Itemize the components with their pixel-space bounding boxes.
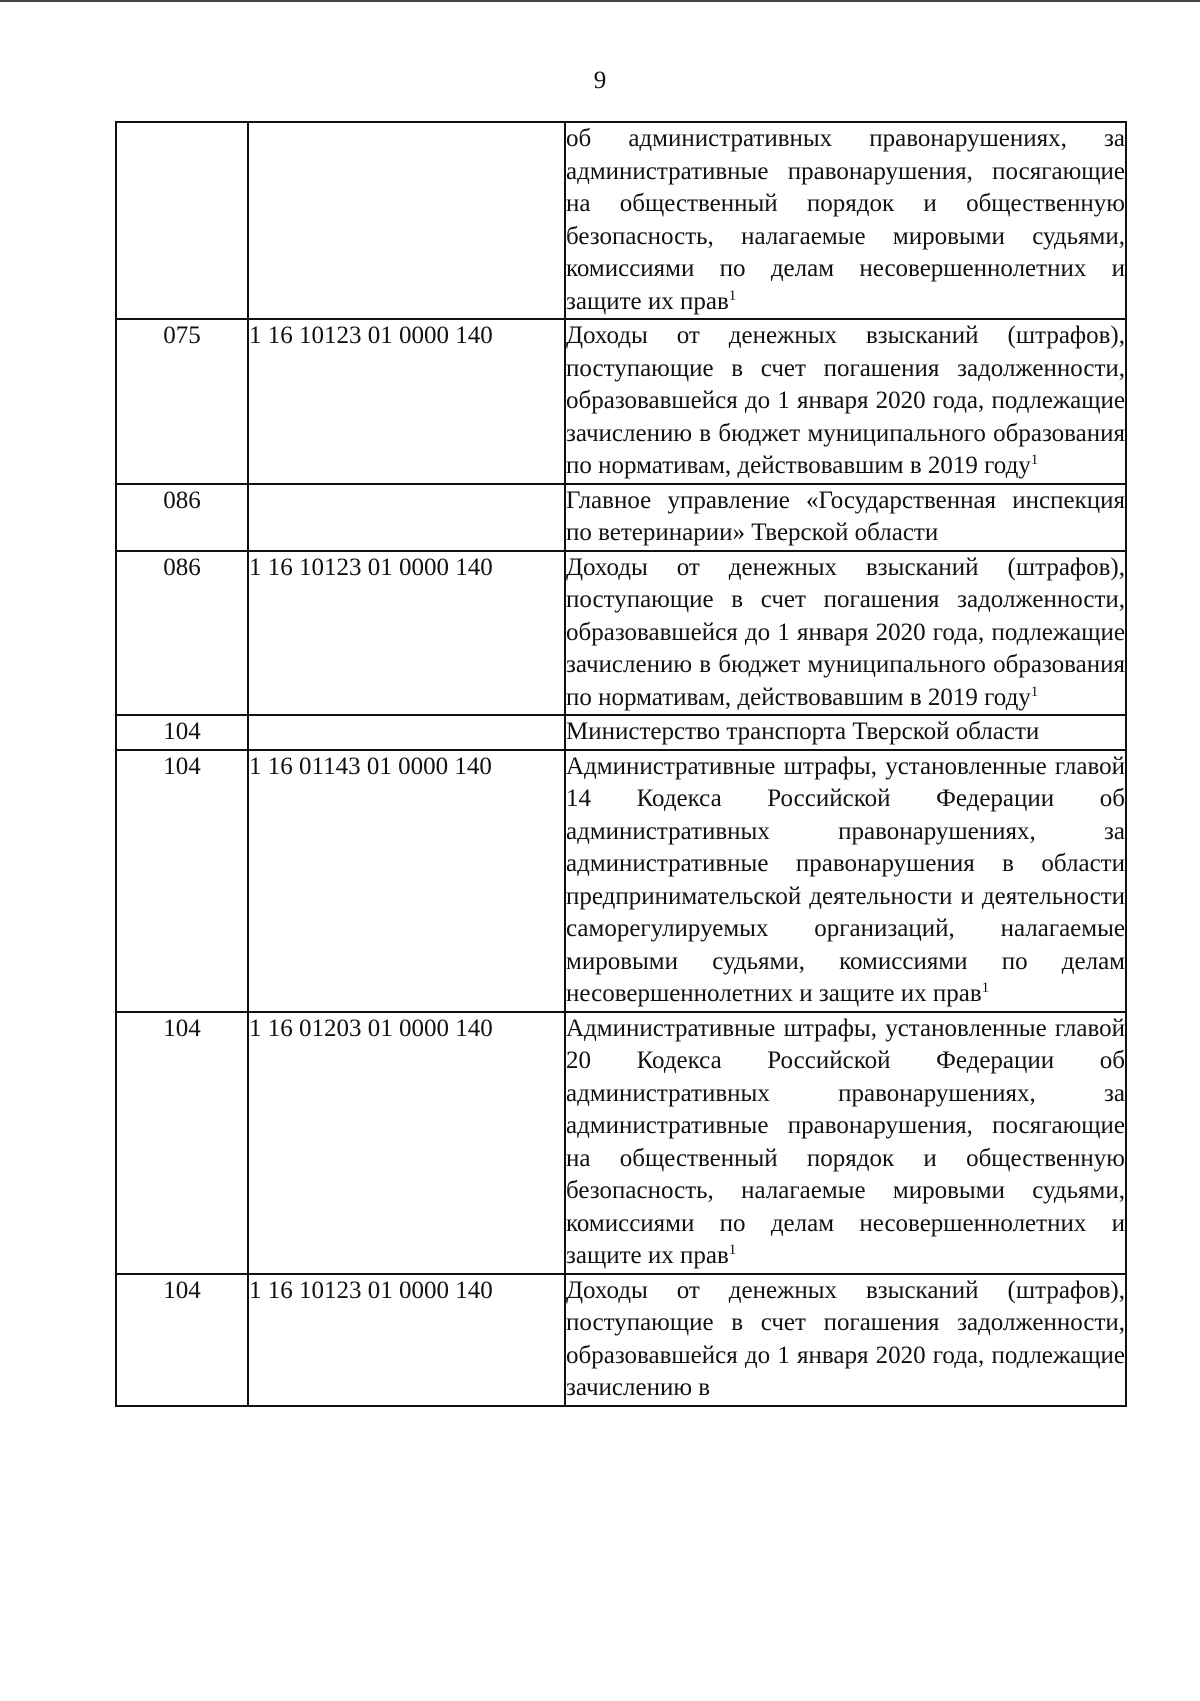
- description-cell: [565, 319, 1126, 484]
- footnote-mark: 1: [728, 287, 737, 304]
- description-text: Административные штрафы, установленные главой 14 Кодекса Российской Федерации об административных правонарушениях, за административные правонарушения в области предпринимательской деятельности и деятельности саморегулируемых организаций, налагаемые мировыми судьями, комиссиями по делам несовершеннолетних и защите их прав: [566, 752, 1125, 1007]
- table-row: [116, 551, 1126, 716]
- page-number: 9: [593, 67, 607, 94]
- table-row: [116, 715, 1126, 750]
- table-body: [116, 122, 1126, 1406]
- description-cell: [565, 715, 1126, 750]
- description-cell: [565, 1012, 1126, 1274]
- kbk-code-cell: [248, 715, 565, 750]
- description-text: Доходы от денежных взысканий (штрафов), поступающие в счет погашения задолженности, образовавшейся до 1 января 2020 года, подлежащие зачислению в бюджет муниципального образования по нормативам, действовавшим в 2019 году: [566, 322, 1125, 479]
- description-text: Доходы от денежных взысканий (штрафов), поступающие в счет погашения задолженности, образовавшейся до 1 января 2020 года, подлежащие зачислению в: [566, 1276, 1125, 1401]
- admin-code-cell: 104: [116, 1274, 248, 1406]
- table-row: [116, 484, 1126, 551]
- description-cell: [565, 1274, 1126, 1406]
- description-text: Административные штрафы, установленные главой 20 Кодекса Российской Федерации об административных правонарушениях, за административные правонарушения, посягающие на общественный порядок и общественную безопасность, налагаемые мировыми судьями, комиссиями по делам несовершеннолетних и защите их прав: [566, 1014, 1125, 1269]
- description-cell: [565, 484, 1126, 551]
- table-row: [116, 1012, 1126, 1274]
- admin-code-cell: 104: [116, 1012, 248, 1274]
- table-row: [116, 1274, 1126, 1406]
- admin-code-cell: 104: [116, 750, 248, 1012]
- description-text: Доходы от денежных взысканий (штрафов), поступающие в счет погашения задолженности, образовавшейся до 1 января 2020 года, подлежащие зачислению в бюджет муниципального образования по нормативам, действовавшим в 2019 году: [566, 553, 1125, 711]
- kbk-code-cell: 1 16 10123 01 0000 140: [248, 551, 565, 716]
- description-text: об административных правонарушениях, за административные правонарушения, посягающие на общественный порядок и общественную безопасность, налагаемые мировыми судьями, комиссиями по делам несовершеннолетних и защите их прав: [566, 125, 1125, 315]
- kbk-code-cell: 1 16 10123 01 0000 140: [248, 319, 565, 484]
- admin-code-cell: [116, 122, 248, 319]
- footnote-mark: 1: [1030, 452, 1039, 468]
- kbk-code-cell: 1 16 10123 01 0000 140: [248, 1274, 565, 1406]
- footnote-mark: 1: [728, 1242, 737, 1258]
- admin-code-cell: 104: [116, 715, 248, 750]
- table-row: [116, 122, 1126, 319]
- footnote-mark: 1: [981, 980, 990, 996]
- kbk-code-cell: 1 16 01143 01 0000 140: [248, 750, 565, 1012]
- kbk-code-cell: [248, 484, 565, 551]
- admin-code-cell: 075: [116, 319, 248, 484]
- kbk-code-cell: [248, 122, 565, 319]
- description-cell: [565, 551, 1126, 716]
- kbk-code-cell: 1 16 01203 01 0000 140: [248, 1012, 565, 1274]
- description-text: Главное управление «Государственная инспекция по ветеринарии» Тверской области: [566, 486, 1125, 546]
- table-row: [116, 750, 1126, 1012]
- revenue-codes-table: [115, 121, 1127, 1407]
- table-row: [116, 319, 1126, 484]
- footnote-mark: 1: [1030, 683, 1039, 700]
- description-text: Министерство транспорта Тверской области: [566, 718, 1040, 745]
- page-top-border: [0, 0, 1200, 2]
- admin-code-cell: 086: [116, 551, 248, 716]
- admin-code-cell: 086: [116, 484, 248, 551]
- description-cell: [565, 750, 1126, 1012]
- description-cell: [565, 122, 1126, 319]
